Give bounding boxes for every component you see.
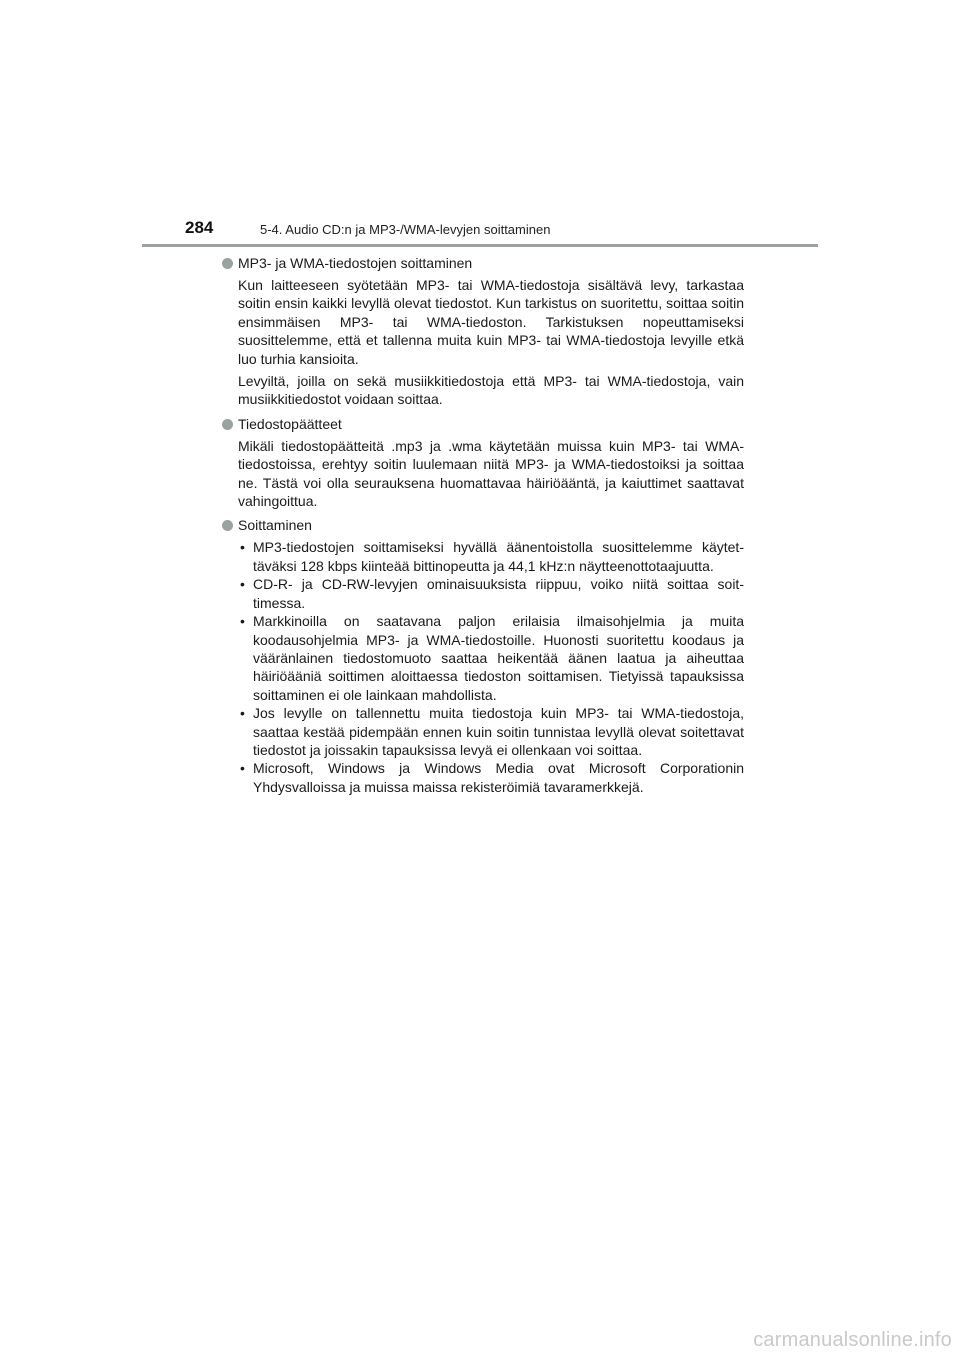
page-header	[185, 214, 745, 244]
list-bullet: •	[240, 613, 245, 630]
section-heading-text: Soittaminen	[238, 517, 312, 534]
bullet-dot-icon	[222, 419, 233, 430]
paragraph: Kun laitteeseen syötetään MP3- tai WMA-tiedostoja sisältävä levy, tarkastaa soitin ensin kaikki levyllä olevat tiedostot. Kun tarkistus on suoritettu, soittaa soitin ensimmäisen MP3- tai WMA-tiedoston. Tarkistuksen nopeuttamiseksi suosittelemme, että et tallenna muita kuin MP3- tai WMA-tiedostoja levyille etkä luo turhia kansioita.	[238, 277, 744, 367]
header-rule	[142, 244, 818, 247]
list-item	[238, 759, 744, 796]
section-heading-text: MP3- ja WMA-tiedostojen soittaminen	[238, 255, 473, 271]
section-title: 5-4. Audio CD:n ja MP3-/WMA-levyjen soittaminen	[260, 222, 551, 237]
paragraph: Levyiltä, joilla on sekä musiikkitiedostoja että MP3- tai WMA-tiedostoja, vain musiikkitiedostot voidaan soittaa.	[238, 373, 744, 408]
section-heading	[222, 415, 744, 434]
list-bullet: •	[240, 576, 245, 593]
list-item-text: CD-R- ja CD-RW-levyjen ominaisuuksista riippuu, voiko niitä soittaa soittimessa.	[253, 576, 744, 611]
list-bullet: •	[240, 760, 245, 777]
list-item	[238, 575, 744, 612]
list-bullet: •	[240, 705, 245, 722]
page-content	[222, 254, 744, 802]
bullet-dot-icon	[222, 258, 233, 269]
bullet-dot-icon	[222, 520, 233, 531]
section-heading	[222, 254, 744, 273]
section-file-extensions	[222, 415, 744, 511]
section-heading-text: Tiedostopäätteet	[238, 415, 342, 432]
list-item-text: MP3-tiedostojen soittamiseksi hyvällä äänentoistolla suosittelemme käytettäväksi 128 kbps kiinteää bittinopeutta ja 44,1 kHz:n näytteenottotaajuutta.	[253, 539, 744, 574]
list-bullet: •	[240, 539, 245, 556]
list-item-text: Markkinoilla on saatavana paljon erilaisia ilmaisohjelmia ja muita koodausohjelmia MP3- ja WMA-tiedostoille. Huonosti suoritettu koodaus ja vääränlainen tiedostomuoto saattaa heikentää äänen laatua ja aiheuttaa häiriöääniä soittimen aloittaessa tiedoston soittamisen. Tietyissä tapauksissa soittaminen ei ole lainkaan mahdollista.	[253, 613, 744, 703]
list-item	[238, 538, 744, 575]
list-item-text: Microsoft, Windows ja Windows Media ovat Microsoft Corporationin Yhdysvalloissa ja muissa maissa rekisteröimiä tavaramerkkejä.	[253, 760, 744, 795]
list-item-text: Jos levylle on tallennettu muita tiedostoja kuin MP3- tai WMA-tiedostoja, saattaa kestää pidempään ennen kuin soitin tunnistaa levyllä olevat soitettavat tiedostot ja joissakin tapauksissa levyä ei ollenkaan voi soittaa.	[253, 705, 744, 758]
bullet-list	[238, 538, 744, 796]
page-number: 284	[185, 218, 214, 237]
watermark: carmanualsonline.info	[753, 1329, 952, 1351]
paragraph: Mikäli tiedostopäätteitä .mp3 ja .wma käytetään muissa kuin MP3- tai WMA-tiedostoissa, erehtyy soitin luulemaan niitä MP3- ja WMA-tiedostoiksi ja soittaa ne. Tästä voi olla seurauksena huomattavaa häiriöääntä, ja kaiuttimet saattavat vahingoittua.	[238, 437, 744, 510]
section-heading	[222, 516, 744, 535]
section-playing	[222, 516, 744, 796]
list-item	[238, 612, 744, 704]
section-mp3-wma-playback	[222, 254, 744, 409]
list-item	[238, 704, 744, 759]
